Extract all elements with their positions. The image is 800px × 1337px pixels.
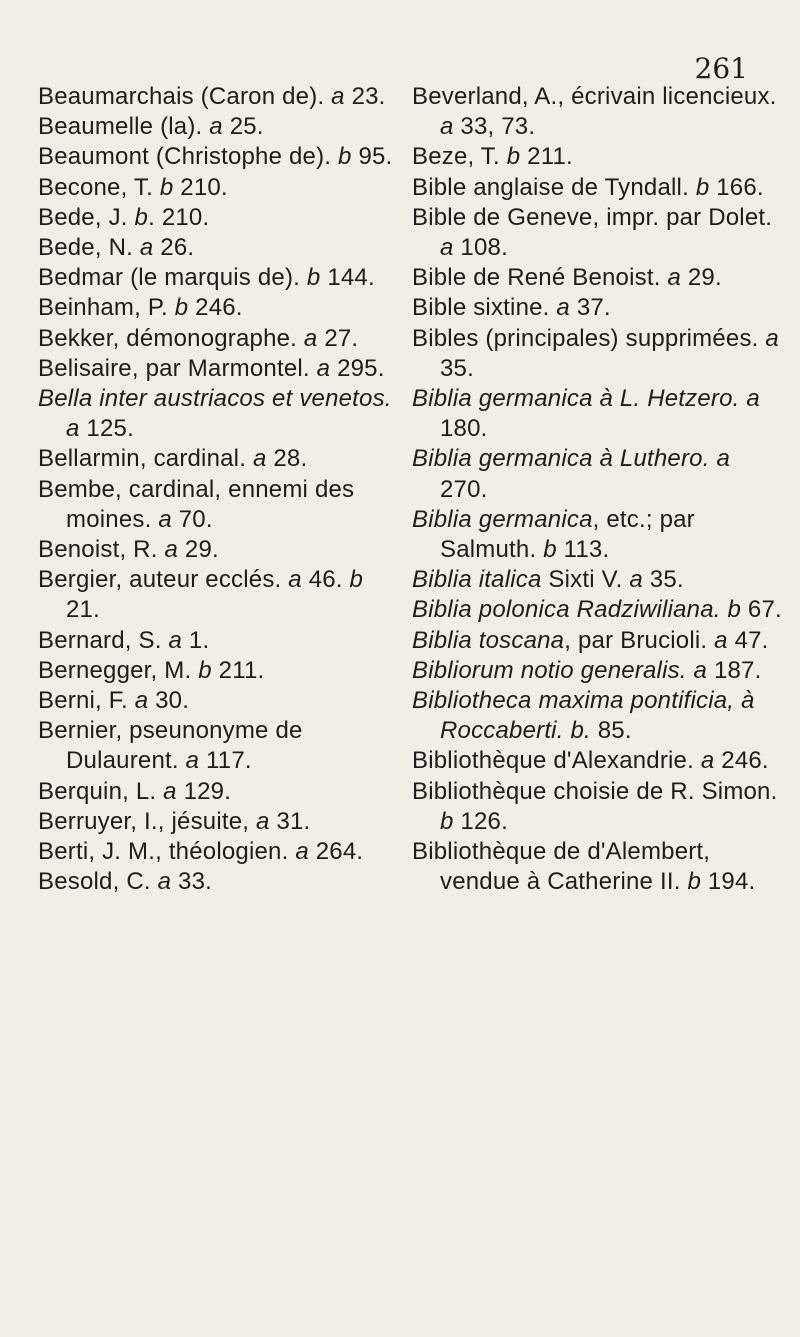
index-entry	[412, 595, 784, 625]
entry-segment: Berquin, L.	[38, 777, 164, 805]
entry-segment: Benoist, R.	[38, 536, 165, 564]
index-entry	[412, 565, 784, 595]
entry-segment: Biblia germanica à Luthero. a	[412, 445, 730, 473]
index-entry	[412, 746, 784, 776]
entry-segment: Bibliotheca maxima pontificia, à Roccaberti. b.	[412, 687, 755, 745]
entry-segment: Beze, T.	[412, 143, 507, 171]
entry-segment: 27.	[317, 324, 359, 352]
entry-segment: a	[163, 777, 177, 805]
entry-segment: 25.	[222, 113, 264, 141]
entry-segment: 144.	[320, 264, 375, 292]
entry-segment: 210.	[173, 173, 228, 201]
entry-segment: Becone, T.	[38, 173, 160, 201]
index-entry	[38, 444, 398, 474]
index-entry	[38, 535, 398, 565]
entry-segment: a	[134, 687, 149, 715]
entry-segment: Berruyer, I., jésuite,	[38, 807, 257, 835]
entry-segment: 187.	[707, 656, 762, 684]
entry-segment: . 210.	[148, 203, 210, 231]
entry-segment: b	[687, 868, 701, 896]
entry-segment: , etc.; par Salmuth.	[440, 505, 695, 564]
entry-segment: a	[139, 234, 154, 262]
entry-segment: Bergier, auteur ecclés.	[38, 566, 289, 594]
entry-segment: b	[306, 264, 321, 292]
entry-segment: 1.	[182, 626, 210, 654]
page-number: 261	[694, 52, 748, 85]
entry-segment: b	[174, 294, 189, 322]
entry-segment: 30.	[148, 687, 190, 715]
index-entry	[38, 173, 398, 203]
index-entry	[38, 565, 398, 625]
entry-segment: a	[556, 294, 570, 322]
entry-segment: 246.	[714, 747, 769, 775]
entry-segment: 166.	[709, 173, 764, 201]
entry-segment: b	[695, 173, 710, 201]
entry-segment: 211.	[211, 656, 265, 684]
index-entry	[412, 505, 784, 565]
entry-segment: Biblia toscana	[412, 626, 565, 654]
entry-segment: Beaumelle (la).	[38, 113, 210, 141]
entry-segment: Bernier, pseunonyme de Dulaurent.	[38, 717, 303, 775]
entry-segment: Bembe, cardinal, ennemi des moines.	[38, 475, 355, 533]
entry-segment: 211.	[520, 143, 573, 171]
entry-segment: 47.	[727, 626, 769, 654]
entry-segment: 126.	[453, 807, 508, 835]
entry-segment: 264.	[308, 838, 364, 866]
entry-segment: 28.	[266, 445, 308, 473]
entry-segment: Bella inter austriacos et venetos. a	[38, 385, 392, 443]
index-column-right	[412, 82, 784, 897]
entry-segment: 270.	[440, 475, 488, 503]
entry-segment: b	[159, 173, 174, 201]
entry-segment: b	[440, 807, 454, 835]
entry-segment: 29.	[178, 536, 219, 564]
entry-segment: b	[198, 656, 212, 684]
entry-segment: Beaumarchais (Caron de).	[38, 83, 332, 110]
index-entry	[412, 293, 784, 323]
entry-segment: Bekker, démonographe.	[38, 324, 304, 352]
index-entry	[38, 626, 398, 656]
entry-segment: 117.	[199, 747, 252, 775]
index-entry	[412, 656, 784, 686]
entry-segment: a	[316, 354, 331, 382]
entry-segment: 29.	[681, 264, 722, 292]
entry-segment: 23.	[344, 83, 386, 110]
entry-segment: Bellarmin, cardinal.	[38, 445, 253, 473]
entry-segment: 246.	[188, 294, 243, 322]
entry-segment: 31.	[269, 807, 311, 835]
entry-segment: Bible sixtine.	[412, 294, 557, 322]
entry-segment: Bibliothèque de d'Alembert, vendue à Catherine II.	[412, 838, 711, 896]
index-entry	[38, 293, 398, 323]
entry-segment: Belisaire, par Marmontel.	[38, 354, 317, 382]
entry-segment: b	[349, 566, 364, 594]
entry-segment: Bibliothèque d'Alexandrie.	[412, 747, 701, 775]
index-entry	[412, 384, 784, 444]
index-entry	[38, 475, 398, 535]
entry-segment: Bible anglaise de Tyndall.	[412, 173, 696, 201]
index-entry	[412, 444, 784, 504]
index-entry	[38, 716, 398, 776]
entry-segment: Bede, J.	[38, 203, 135, 231]
entry-segment: Biblia italica	[412, 566, 542, 594]
entry-segment: 26.	[153, 234, 195, 262]
entry-segment: a	[158, 505, 172, 533]
entry-segment: 35.	[642, 566, 684, 594]
entry-segment: 46.	[301, 566, 350, 594]
entry-segment: Beinham, P.	[38, 294, 175, 322]
index-entry	[38, 384, 398, 444]
index-entry	[412, 686, 784, 746]
entry-segment: , par Brucioli.	[564, 626, 715, 654]
entry-segment: Bible de Geneve, impr. par Dolet.	[412, 203, 773, 231]
entry-segment: 113.	[556, 536, 610, 564]
entry-segment: 295.	[330, 354, 385, 382]
entry-segment: Bernard, S.	[38, 626, 169, 654]
entry-segment: 129.	[176, 777, 232, 805]
entry-segment: a	[629, 566, 643, 594]
entry-segment: 108.	[453, 234, 508, 262]
entry-segment: 180.	[440, 415, 488, 443]
index-entry	[412, 777, 784, 837]
index-entry	[38, 112, 398, 142]
index-entry	[38, 867, 398, 897]
entry-segment: b	[338, 143, 352, 171]
entry-segment: 37.	[569, 294, 611, 322]
entry-segment: Beaumont (Christophe de).	[38, 143, 339, 171]
entry-segment: a	[157, 868, 172, 896]
entry-segment: Biblia germanica	[412, 505, 593, 533]
entry-segment: Biblia polonica Radziwiliana. b	[412, 596, 742, 624]
entry-segment: b	[134, 203, 149, 231]
index-entry	[38, 354, 398, 384]
entry-segment: a	[667, 264, 681, 292]
entry-segment: a	[256, 807, 270, 835]
entry-segment: 70.	[171, 505, 213, 533]
entry-segment: a	[331, 83, 345, 110]
entry-segment: Bible de René Benoist.	[412, 264, 668, 292]
entry-segment: 125.	[79, 415, 134, 443]
index-entry	[38, 807, 398, 837]
entry-segment: a	[209, 113, 223, 141]
entry-segment: Berti, J. M., théologien.	[38, 838, 296, 866]
index-entry	[412, 837, 784, 897]
entry-segment: Bibliothèque choisie de R. Simon.	[412, 777, 778, 805]
index-entry	[412, 203, 784, 263]
index-entry	[412, 263, 784, 293]
entry-segment: a	[700, 747, 715, 775]
entry-segment: a	[252, 445, 267, 473]
entry-segment: Bibliorum notio generalis. a	[412, 656, 708, 684]
entry-segment: Bede, N.	[38, 234, 140, 262]
index-entry	[412, 142, 784, 172]
entry-segment: b	[543, 536, 557, 564]
entry-segment: 67.	[741, 596, 782, 624]
index-entry	[38, 324, 398, 354]
index-entry	[412, 173, 784, 203]
index-entry	[38, 203, 398, 233]
entry-segment: a	[164, 536, 179, 564]
entry-segment: a	[440, 234, 454, 262]
index-entry	[38, 686, 398, 716]
entry-segment: a	[714, 626, 728, 654]
index-entry	[38, 263, 398, 293]
index-column-left	[38, 82, 398, 897]
entry-segment: a	[185, 747, 200, 775]
index-entry	[412, 324, 784, 384]
entry-segment: Besold, C.	[38, 868, 158, 896]
index-entry	[38, 837, 398, 867]
index-entry	[38, 233, 398, 263]
index-entry	[412, 626, 784, 656]
entry-segment: a	[440, 113, 454, 141]
entry-segment: Sixti V.	[541, 566, 630, 594]
entry-segment: a	[168, 626, 183, 654]
entry-segment: a	[303, 324, 318, 352]
entry-segment: a	[765, 324, 779, 352]
entry-segment: Bernegger, M.	[38, 656, 199, 684]
entry-segment: Berni, F.	[38, 687, 135, 715]
entry-segment: 35.	[440, 354, 474, 382]
entry-segment: 85.	[590, 717, 632, 745]
entry-segment: 21.	[66, 596, 100, 624]
index-entry	[38, 656, 398, 686]
entry-segment: 33.	[171, 868, 212, 896]
entry-segment: b	[506, 143, 521, 171]
entry-segment: Beverland, A., écrivain licencieux.	[412, 83, 777, 110]
entry-segment: 194.	[701, 868, 756, 896]
entry-segment: Bibles (principales) supprimées.	[412, 324, 766, 352]
entry-segment: 95.	[351, 143, 393, 171]
index-entry	[38, 82, 398, 112]
entry-segment: a	[295, 838, 309, 866]
index-entry	[38, 142, 398, 172]
entry-segment: 33, 73.	[453, 113, 536, 141]
entry-segment: Bedmar (le marquis de).	[38, 264, 307, 292]
entry-segment: Biblia germanica à L. Hetzero. a	[412, 385, 760, 413]
index-entry	[412, 82, 784, 142]
entry-segment: a	[288, 566, 302, 594]
index-entry	[38, 777, 398, 807]
